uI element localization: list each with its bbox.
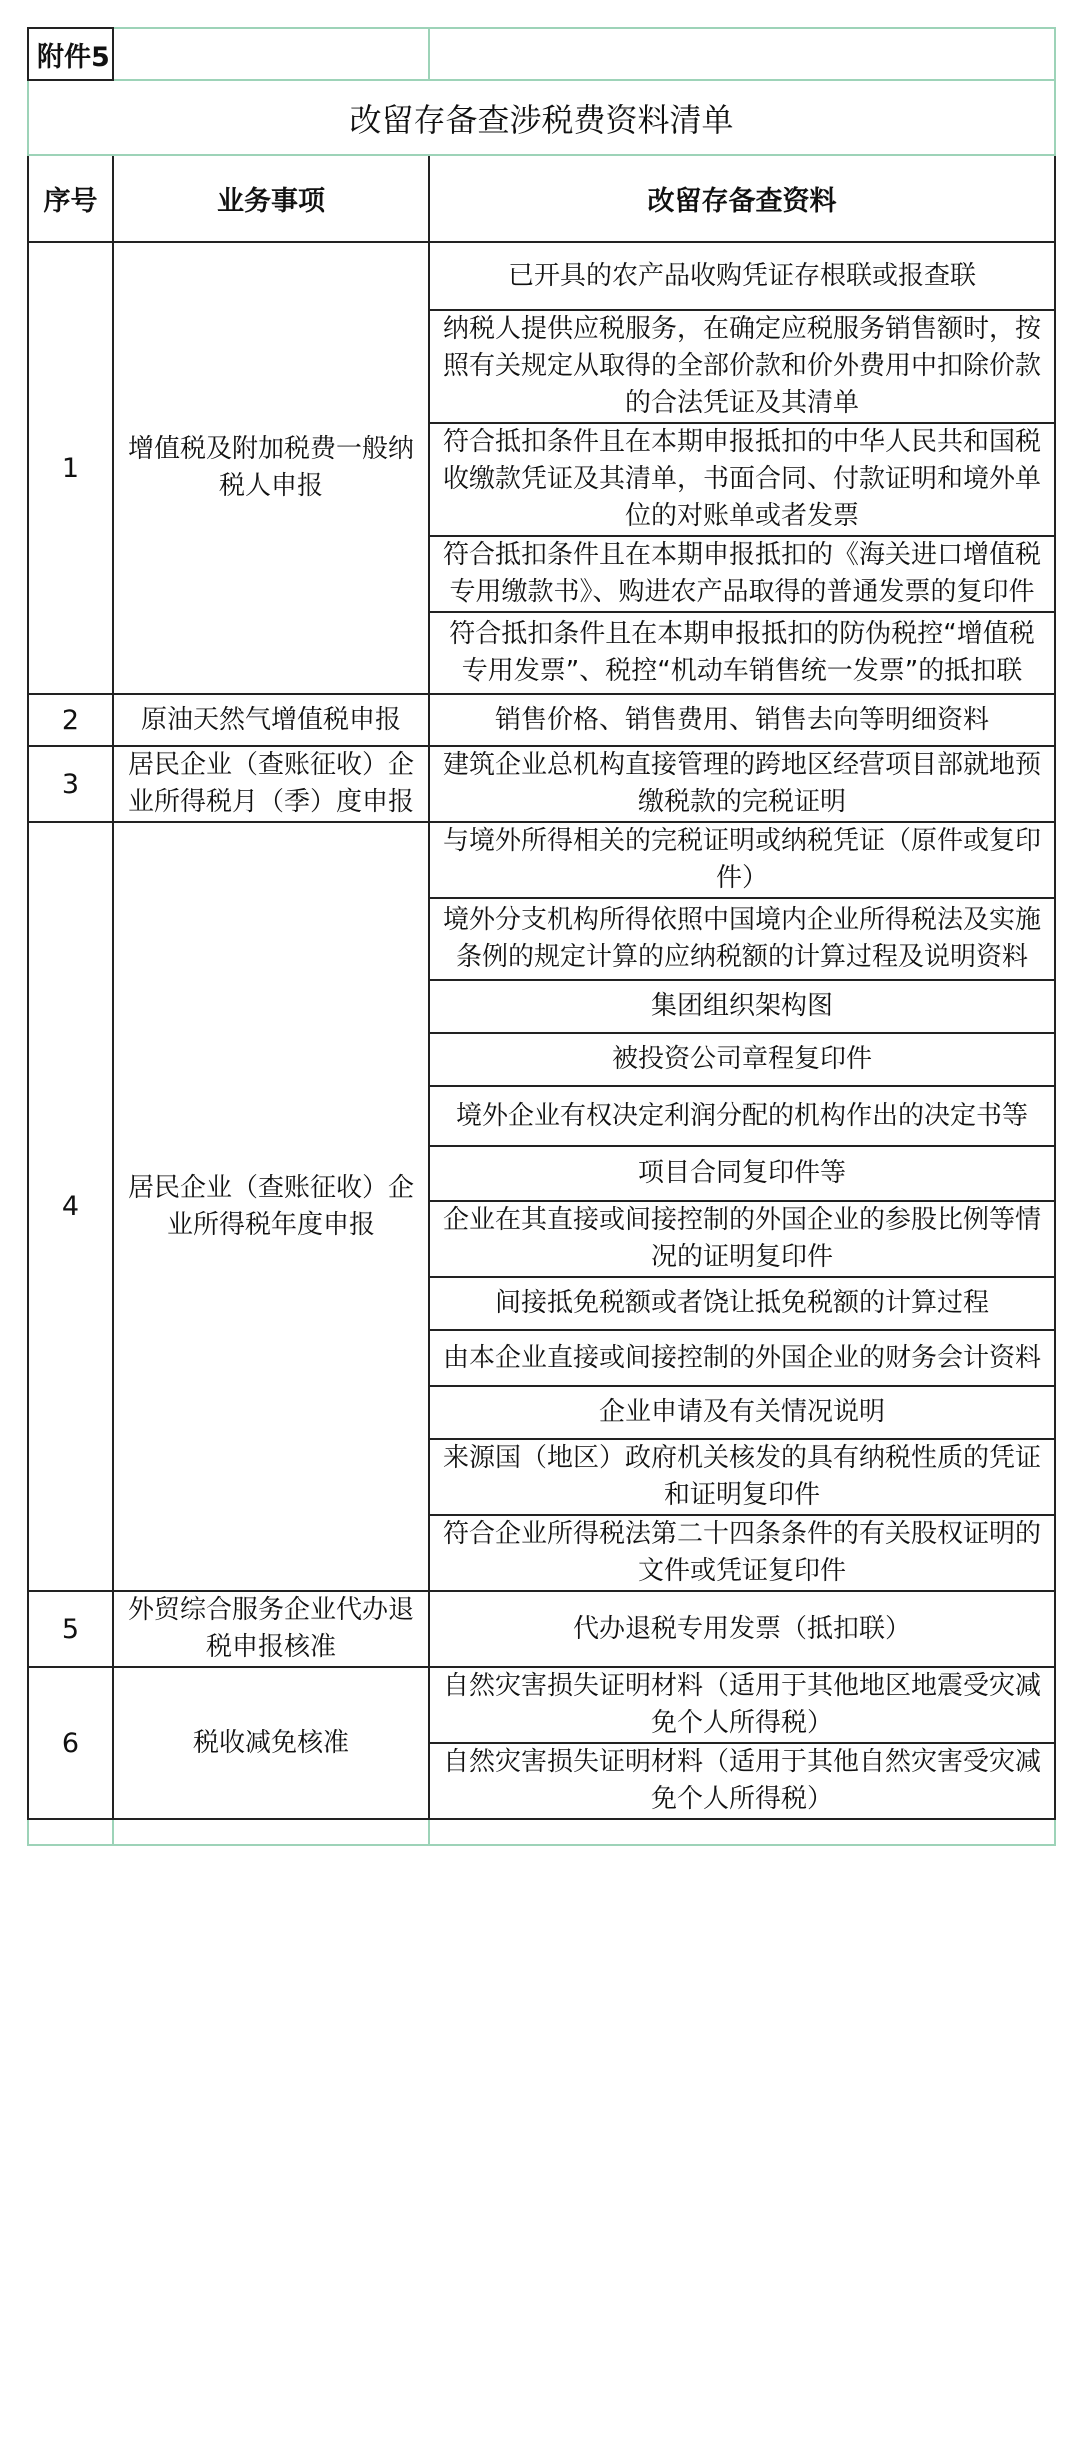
empty-cell: [113, 1819, 429, 1845]
evidence-document: 境外企业有权决定利润分配的机构作出的决定书等: [429, 1086, 1055, 1146]
evidence-document: 被投资公司章程复印件: [429, 1033, 1055, 1086]
row-number: 4: [28, 822, 113, 1591]
evidence-document: 企业在其直接或间接控制的外国企业的参股比例等情况的证明复印件: [429, 1201, 1055, 1277]
attachment-empty-cell: [113, 28, 429, 80]
empty-cell: [429, 1819, 1055, 1845]
evidence-document: 符合抵扣条件且在本期申报抵扣的《海关进口增值税专用缴款书》、购进农产品取得的普通发票的复印件: [429, 536, 1055, 612]
title-row: [28, 80, 1055, 155]
header-no: 序号: [28, 155, 113, 242]
attachment-label: 附件5: [28, 28, 113, 80]
evidence-document: 由本企业直接或间接控制的外国企业的财务会计资料: [429, 1330, 1055, 1386]
evidence-document: 间接抵免税额或者饶让抵免税额的计算过程: [429, 1277, 1055, 1330]
evidence-document: 建筑企业总机构直接管理的跨地区经营项目部就地预缴税款的完税证明: [429, 746, 1055, 822]
business-item: 居民企业（查账征收）企业所得税年度申报: [113, 822, 429, 1591]
header-row: [28, 155, 1055, 242]
evidence-document: 代办退税专用发票（抵扣联）: [429, 1591, 1055, 1667]
evidence-document: 集团组织架构图: [429, 980, 1055, 1033]
business-item: 居民企业（查账征收）企业所得税月（季）度申报: [113, 746, 429, 822]
document-sheet: [27, 27, 1054, 1846]
table-row: [28, 242, 1055, 310]
evidence-document: 纳税人提供应税服务，在确定应税服务销售额时，按照有关规定从取得的全部价款和价外费用中扣除价款的合法凭证及其清单: [429, 310, 1055, 423]
evidence-document: 项目合同复印件等: [429, 1146, 1055, 1201]
empty-cell: [28, 1819, 113, 1845]
evidence-document: 境外分支机构所得依照中国境内企业所得税法及实施条例的规定计算的应纳税额的计算过程及说明资料: [429, 898, 1055, 980]
attachment-empty-cell: [429, 28, 1055, 80]
document-title: 改留存备查涉税费资料清单: [28, 80, 1055, 155]
evidence-document: 与境外所得相关的完税证明或纳税凭证（原件或复印件）: [429, 822, 1055, 898]
row-number: 3: [28, 746, 113, 822]
evidence-document: 符合抵扣条件且在本期申报抵扣的防伪税控“增值税专用发票”、税控“机动车销售统一发票”的抵扣联: [429, 612, 1055, 694]
evidence-document: 自然灾害损失证明材料（适用于其他地区地震受灾减免个人所得税）: [429, 1667, 1055, 1743]
evidence-document: 销售价格、销售费用、销售去向等明细资料: [429, 694, 1055, 746]
header-item: 业务事项: [113, 155, 429, 242]
attachment-row: [28, 28, 1055, 80]
business-item: 税收减免核准: [113, 1667, 429, 1819]
evidence-document: 已开具的农产品收购凭证存根联或报查联: [429, 242, 1055, 310]
table-row: [28, 822, 1055, 898]
table-row: [28, 746, 1055, 822]
business-item: 增值税及附加税费一般纳税人申报: [113, 242, 429, 694]
row-number: 6: [28, 1667, 113, 1819]
table-row: [28, 694, 1055, 746]
evidence-document: 符合抵扣条件且在本期申报抵扣的中华人民共和国税收缴款凭证及其清单，书面合同、付款证明和境外单位的对账单或者发票: [429, 423, 1055, 536]
evidence-document: 来源国（地区）政府机关核发的具有纳税性质的凭证和证明复印件: [429, 1439, 1055, 1515]
evidence-list-table: [27, 27, 1056, 1846]
evidence-document: 企业申请及有关情况说明: [429, 1386, 1055, 1439]
table-row: [28, 1591, 1055, 1667]
row-number: 2: [28, 694, 113, 746]
row-number: 5: [28, 1591, 113, 1667]
row-number: 1: [28, 242, 113, 694]
evidence-document: 自然灾害损失证明材料（适用于其他自然灾害受灾减免个人所得税）: [429, 1743, 1055, 1819]
business-item: 外贸综合服务企业代办退税申报核准: [113, 1591, 429, 1667]
business-item: 原油天然气增值税申报: [113, 694, 429, 746]
header-docs: 改留存备查资料: [429, 155, 1055, 242]
table-row: [28, 1667, 1055, 1743]
evidence-document: 符合企业所得税法第二十四条条件的有关股权证明的文件或凭证复印件: [429, 1515, 1055, 1591]
empty-footer-row: [28, 1819, 1055, 1845]
